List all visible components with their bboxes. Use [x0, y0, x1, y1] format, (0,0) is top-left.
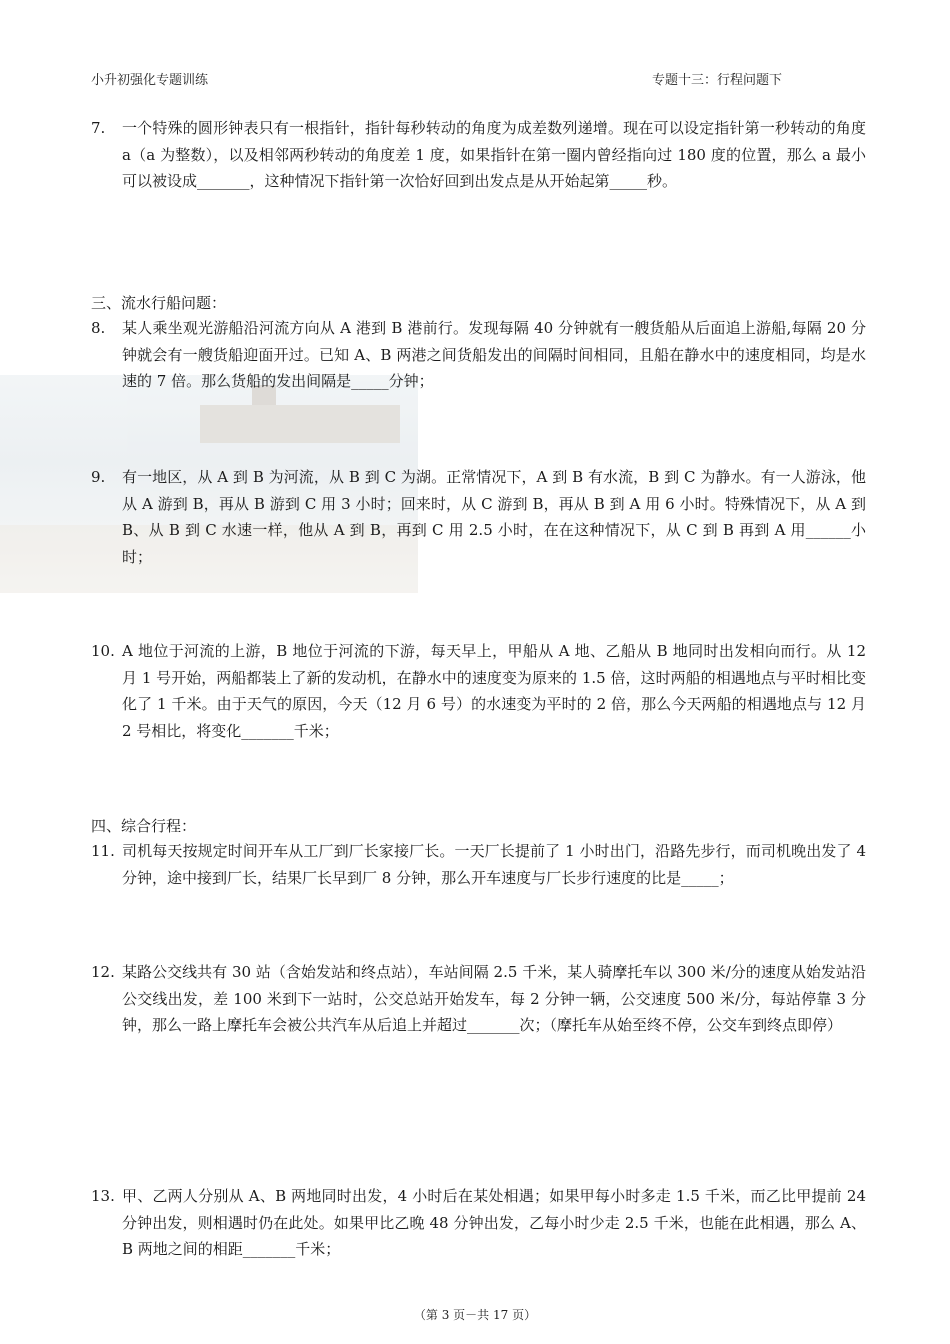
problem-7 — [91, 115, 866, 195]
watermark-pier — [200, 405, 400, 443]
problem-number: 8. — [91, 319, 106, 337]
problem-number: 12. — [91, 963, 115, 981]
problem-12 — [91, 959, 866, 1039]
problem-number: 9. — [91, 468, 106, 486]
header-left-title: 小升初强化专题训练 — [91, 73, 209, 88]
problem-text: 某人乘坐观光游船沿河流方向从 A 港到 B 港前行。发现每隔 40 分钟就有一艘货船从后面追上游船,每隔 20 分钟就会有一艘货船迎面开过。已知 A、B 两港之间货船发出的间隔时间相同，且船在静水中的速度相同，均是水速的 7 倍。那么货船的发出间隔是_____分钟； — [122, 319, 866, 390]
problem-number: 13. — [91, 1187, 115, 1205]
problem-9 — [91, 464, 866, 570]
problem-number: 7. — [91, 119, 106, 137]
problem-text: 有一地区，从 A 到 B 为河流，从 B 到 C 为湖。正常情况下，A 到 B 有水流，B 到 C 为静水。有一人游泳，他从 A 游到 B，再从 B 游到 C 用 3 小时；回来时，从 C 游到 B，再从 B 到 A 用 6 小时。特殊情况下，从 A 到 B、从 B 到 C 水速一样，他从 A 到 B，再到 C 用 2.5 小时，在在这种情况下，从 C 到 B 再到 A 用______小时； — [122, 468, 866, 566]
problem-13 — [91, 1183, 866, 1263]
section-heading-four: 四、综合行程： — [91, 817, 197, 835]
section-heading-three: 三、流水行船问题： — [91, 294, 227, 312]
problem-text: A 地位于河流的上游，B 地位于河流的下游，每天早上，甲船从 A 地、乙船从 B 地同时出发相向而行。从 12 月 1 号开始，两船都装上了新的发动机，在静水中的速度变为原来的 1.5 倍，这时两船的相遇地点与平时相比变化了 1 千米。由于天气的原因，今天（12 月 6 号）的水速变为平时的 2 倍，那么今天两船的相遇地点与 12 月 2 号相比，将变化_______千米； — [122, 642, 866, 740]
problem-11 — [91, 838, 866, 891]
problem-number: 11. — [91, 842, 115, 860]
problem-text: 甲、乙两人分别从 A、B 两地同时出发，4 小时后在某处相遇；如果甲每小时多走 1.5 千米，而乙比甲提前 24 分钟出发，则相遇时仍在此处。如果甲比乙晚 48 分钟出发，乙每小时少走 2.5 千米，也能在此相遇，那么 A、B 两地之间的相距_______千米； — [122, 1187, 866, 1258]
page-footer: （第 3 页－共 17 页） — [413, 1308, 537, 1322]
problem-text: 一个特殊的圆形钟表只有一根指针，指针每秒转动的角度为成差数列递增。现在可以设定指针第一秒转动的角度 a（a 为整数），以及相邻两秒转动的角度差 1 度，如果指针在第一圈内曾经指向过 180 度的位置，那么 a 最小可以被设成_______，这种情况下指针第一次恰好回到出发点是从开始起第_____秒。 — [122, 119, 866, 190]
problem-text: 某路公交线共有 30 站（含始发站和终点站），车站间隔 2.5 千米，某人骑摩托车以 300 米/分的速度从始发站沿公交线出发，差 100 米到下一站时，公交总站开始发车，每 2 分钟一辆，公交速度 500 米/分，每站停靠 3 分钟，那么一路上摩托车会被公共汽车从后追上并超过_______次；（摩托车从始至终不停，公交车到终点即停） — [122, 963, 866, 1034]
problem-8 — [91, 315, 866, 395]
problem-text: 司机每天按规定时间开车从工厂到厂长家接厂长。一天厂长提前了 1 小时出门，沿路先步行，而司机晚出发了 4 分钟，途中接到厂长，结果厂长早到厂 8 分钟，那么开车速度与厂长步行速度的比是_____； — [122, 842, 866, 887]
problem-10 — [91, 638, 866, 744]
problem-number: 10. — [91, 642, 115, 660]
header-right-title: 专题十三：行程问题下 — [652, 73, 783, 88]
